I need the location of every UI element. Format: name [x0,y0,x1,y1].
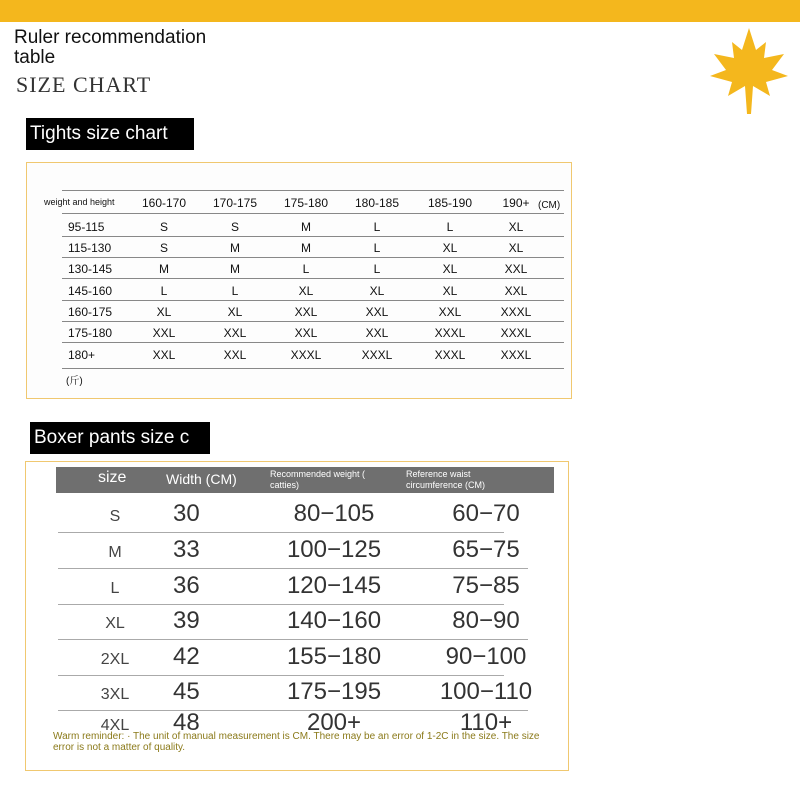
tights-size-cell: L [373,262,381,276]
boxer-row-rule [58,675,504,676]
boxer-waist-cell: 80−90 [452,607,520,634]
boxer-size-cell: S [109,508,121,525]
tights-size-cell: XXL [152,348,176,362]
tights-size-cell: XXXL [290,348,322,362]
tights-size-cell: M [230,241,240,255]
tights-size-cell: XXXL [500,326,532,340]
tights-size-cell: XXXL [500,305,532,319]
boxer-width-cell: 39 [173,607,200,634]
tights-size-cell: M [159,262,169,276]
tights-row-rule [62,342,564,343]
boxer-size-cell: 2XL [100,651,130,668]
tights-size-cell: XXXL [361,348,393,362]
boxer-size-cell: XL [105,615,125,632]
tights-size-cell: M [301,220,311,234]
boxer-width-cell: 48 [173,709,200,736]
tights-size-cell: XXL [504,284,528,298]
boxer-waist-cell: 110+ [459,709,513,736]
tights-height-header: 190+ [502,196,530,210]
tights-size-cell: XXL [294,305,318,319]
tights-size-cell: XXXL [500,348,532,362]
boxer-row-rule [58,532,504,533]
tights-height-header: 170-175 [212,196,258,210]
tights-size-cell: L [302,262,310,276]
header-recommended-weight: Recommended weight ( catties) [270,469,366,490]
tights-size-cell: L [373,241,381,255]
tights-weight-unit: (斤) [66,376,83,387]
tights-size-cell: L [373,220,381,234]
tights-size-cell: XL [298,284,314,298]
tights-size-cell: M [301,241,311,255]
tights-size-cell: M [230,262,240,276]
tights-size-cell: XL [369,284,385,298]
tights-size-cell: XXL [504,262,528,276]
tights-size-cell: XXL [223,326,247,340]
tights-size-cell: XL [508,220,524,234]
tights-size-cell: S [230,220,239,234]
top-accent-bar [0,0,800,22]
boxer-size-cell: M [108,544,122,561]
tights-height-header: 160-170 [141,196,187,210]
boxer-weight-cell: 140−160 [286,607,382,634]
tights-header-rule [62,213,564,214]
tights-row-rule [62,321,564,322]
tights-weight-cell: 95-115 [68,220,105,234]
tights-size-cell: S [159,241,168,255]
boxer-waist-cell: 65−75 [452,536,520,563]
tights-size-cell: XXL [152,326,176,340]
tights-row-rule [62,236,564,237]
tights-weight-cell: 130-145 [68,262,113,276]
boxer-width-cell: 36 [173,572,200,599]
boxer-row-rule [58,639,528,640]
tights-size-cell: XXL [294,326,318,340]
tights-size-cell: XXL [365,326,389,340]
tights-height-header: 175-180 [283,196,329,210]
tights-size-cell: L [231,284,239,298]
boxer-width-cell: 30 [173,500,200,527]
tights-size-cell: XL [442,284,458,298]
tights-weight-cell: 180+ [68,348,96,362]
boxer-size-cell: 4XL [100,717,130,734]
tights-corner-label: weight and height [44,197,115,207]
tights-size-cell: XXL [365,305,389,319]
boxer-waist-cell: 100−110 [439,678,533,705]
tights-size-cell: XL [442,241,458,255]
tights-height-header: 185-190 [427,196,473,210]
tights-row-rule [62,278,564,279]
header-waist: Reference waist circumference (CM) [406,469,486,490]
tights-weight-cell: 160-175 [68,305,113,319]
tights-size-cell: XXL [223,348,247,362]
tights-size-cell: L [160,284,168,298]
boxer-weight-cell: 80−105 [293,500,375,527]
tights-size-cell: XL [156,305,172,319]
boxer-weight-cell: 100−125 [286,536,382,563]
tights-size-cell: XL [508,241,524,255]
tights-weight-cell: 115-130 [68,241,112,255]
boxer-waist-cell: 60−70 [452,500,520,527]
header-size: size [98,469,127,486]
boxer-width-cell: 33 [173,536,200,563]
boxer-waist-cell: 90−100 [445,643,527,670]
tights-header-rule [62,190,564,191]
tights-section-label: Tights size chart [26,118,194,150]
tights-size-cell: L [446,220,454,234]
tights-size-cell: XL [227,305,243,319]
tights-weight-cell: 175-180 [68,326,113,340]
boxer-table-header [56,467,554,493]
boxer-size-cell: 3XL [100,686,130,703]
maple-leaf-icon [706,24,792,118]
boxer-section-label: Boxer pants size c [30,422,210,454]
page-title: Ruler recommendation table [14,27,207,68]
boxer-weight-cell: 120−145 [286,572,382,599]
warning-note: Warm reminder: · The unit of manual measurement is CM. There may be an error of 1-2C in the size. The size error is not a matter of quality. [53,731,540,753]
tights-height-unit: (CM) [538,200,561,211]
boxer-row-rule [58,568,528,569]
boxer-waist-cell: 75−85 [452,572,520,599]
header-width: Width (CM) [166,471,237,487]
tights-weight-cell: 145-160 [68,284,113,298]
boxer-weight-cell: 175−195 [286,678,382,705]
tights-height-header: 180-185 [354,196,400,210]
boxer-row-rule [58,604,504,605]
tights-size-cell: XXXL [434,326,466,340]
tights-size-cell: XL [442,262,458,276]
tights-bottom-rule [62,368,564,369]
tights-size-cell: XXL [438,305,462,319]
tights-size-cell: XXXL [434,348,466,362]
tights-row-rule [62,300,564,301]
boxer-size-cell: L [110,580,120,597]
boxer-width-cell: 45 [173,678,200,705]
boxer-weight-cell: 155−180 [286,643,382,670]
size-chart-heading: SIZE CHART [16,72,152,97]
tights-row-rule [62,257,564,258]
tights-size-cell: S [159,220,168,234]
boxer-weight-cell: 200+ [306,709,362,736]
boxer-width-cell: 42 [173,643,200,670]
